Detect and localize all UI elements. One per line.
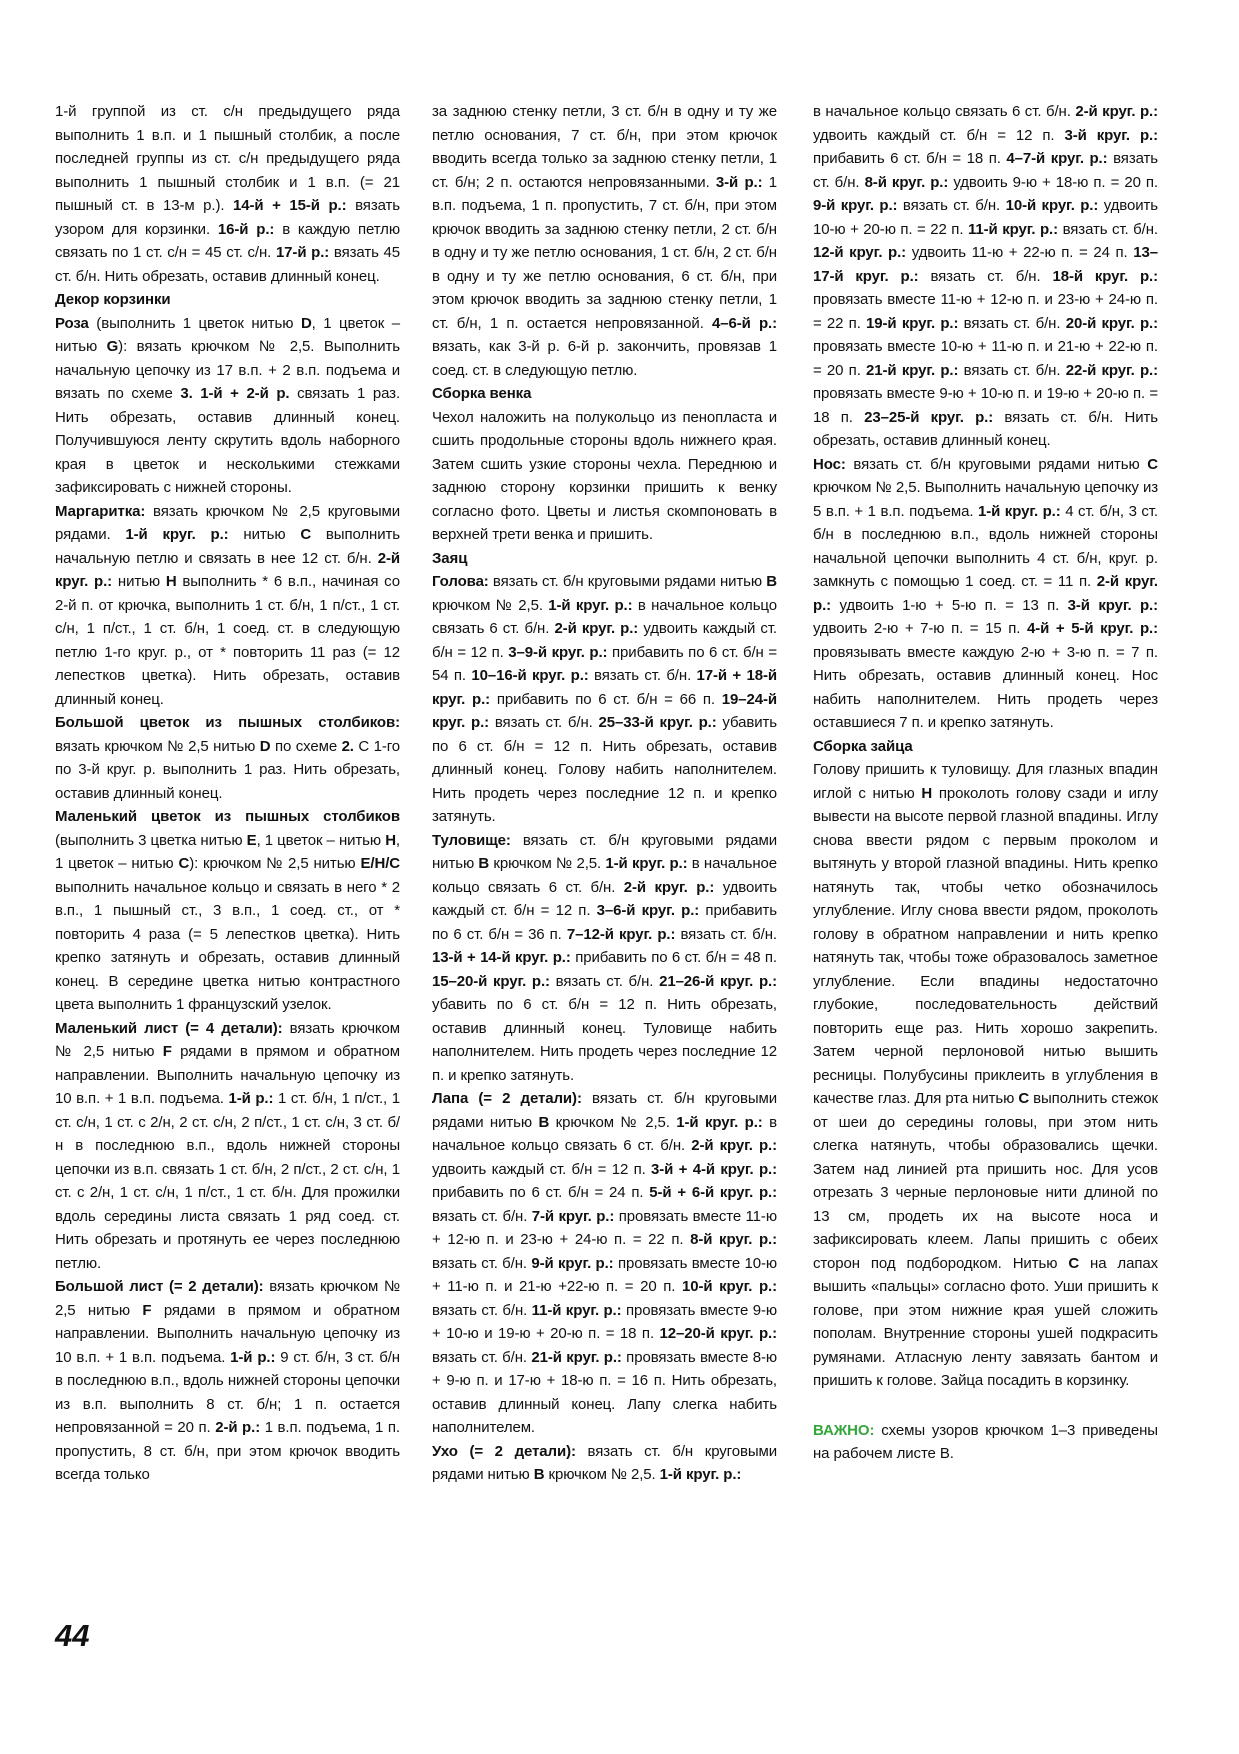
section-heading: Сборка венка (432, 385, 532, 402)
paragraph: Маргаритка: вязать крючком № 2,5 круговыми рядами. 1-й круг. р.: нитью C выполнить начальную петлю и связать в нее 12 ст. б/н. 2-й круг. р.: нитью H выполнить * 6 в.п., начиная со 2-й п. от крючка, выполнить 1 ст. б/н, 1 п/ст., 1 ст. с/н, 1 п/ст., 1 ст. б/н, 1 соед. ст. в следующую петлю 1-го круг. р., от * повторить 11 раз (= 12 лепестков цветка). Нить обрезать, оставив длинный конец. (55, 502, 400, 708)
paragraph: в начальное кольцо связать 6 ст. б/н. 2-й круг. р.: удвоить каждый ст. б/н = 12 п. 3-й круг. р.: прибавить 6 ст. б/н = 18 п. 4–7-й круг. р.: вязать ст. б/н. 8-й круг. р.: удвоить 9-ю + 18-ю п. = 20 п. 9-й круг. р.: вязать ст. б/н. 10-й круг. р.: удвоить 10-ю + 20-ю п. = 22 п. 11-й круг. р.: вязать ст. б/н. 12-й круг. р.: удвоить 11-ю + 22-ю п. = 24 п. 13–17-й круг. р.: вязать ст. б/н. 18-й круг. р.: провязать вместе 11-ю + 12-ю п. и 23-ю + 24-ю п. = 22 п. 19-й круг. р.: вязать ст. б/н. 20-й круг. р.: провязать вместе 10-ю + 11-ю п. и 21-ю + 22-ю п. = 20 п. 21-й круг. р.: вязать ст. б/н. 22-й круг. р.: провязать вместе 9-ю + 10-ю п. и 19-ю + 20-ю п. = 18 п. 23–25-й круг. р.: вязать ст. б/н. Нить обрезать, оставив длинный конец. (813, 103, 1159, 449)
paragraph: Голова: вязать ст. б/н круговыми рядами нитью B крючком № 2,5. 1-й круг. р.: в начальное кольцо связать 6 ст. б/н. 2-й круг. р.: удвоить каждый ст. б/н = 12 п. 3–9-й круг. р.: прибавить по 6 ст. б/н = 54 п. 10–16-й круг. р.: вязать ст. б/н. 17-й + 18-й круг. р.: прибавить по 6 ст. б/н = 66 п. 19–24-й круг. р.: вязать ст. б/н. 25–33-й круг. р.: убавить по 6 ст. б/н = 12 п. Нить обрезать, оставив длинный конец. Голову набить наполнителем. Нить продеть через последние 12 п. и крепко затянуть. (432, 573, 777, 825)
important-label: ВАЖНО: (813, 1421, 875, 1439)
paragraph: 1-й группой из ст. с/н предыдущего ряда выполнить 1 в.п. и 1 пышный столбик, а после последней группы из ст. с/н предыдущего ряда выполнить 1 пышный столбик и 1 в.п. (= 21 пышный ст. в 13-м р.). 14-й + 15-й р.: вязать узором для корзинки. 16-й р.: в каждую петлю связать по 1 ст. с/н = 45 ст. с/н. 17-й р.: вязать 45 ст. б/н. Нить обрезать, оставив длинный конец. (55, 103, 401, 285)
paragraph: Чехол наложить на полукольцо из пенопласта и сшить продольные стороны вдоль нижнего края. Затем сшить узкие стороны чехла. Переднюю и заднюю сторону корзинки пришить к венку согласно фото. Цветы и листья скомпоновать в верхней трети венка и пришить. (432, 408, 777, 543)
column-3 (813, 100, 1158, 1466)
paragraph: Роза (выполнить 1 цветок нитью D, 1 цветок – нитью G): вязать крючком № 2,5. Выполнить начальную цепочку из 17 в.п. + 2 в.п. подъема и вязать по схеме 3. 1-й + 2-й р. связать 1 раз. Нить обрезать, оставив длинный конец. Получившуюся ленту скрутить вдоль наборного края в цветок и несколькими стежками зафиксировать с нижней стороны. (55, 314, 401, 496)
section-heading: Сборка зайца (813, 737, 913, 755)
section-heading: Заяц (432, 549, 468, 567)
column-1 (55, 100, 400, 1487)
paragraph: Ухо (= 2 детали): вязать ст. б/н круговыми рядами нитью B крючком № 2,5. 1-й круг. р.: (432, 1442, 777, 1483)
paragraph: Туловище: вязать ст. б/н круговыми рядами нитью B крючком № 2,5. 1-й круг. р.: в начальное кольцо связать 6 ст. б/н. 2-й круг. р.: удвоить каждый ст. б/н = 12 п. 3–6-й круг. р.: прибавить по 6 ст. б/н = 36 п. 7–12-й круг. р.: вязать ст. б/н. 13-й + 14-й круг. р.: прибавить по 6 ст. б/н = 48 п. 15–20-й круг. р.: вязать ст. б/н. 21–26-й круг. р.: убавить по 6 ст. б/н = 12 п. Нить обрезать, оставив длинный конец. Туловище набить наполнителем. Нить продеть через последние 12 п. и крепко затянуть. (432, 831, 778, 1084)
paragraph: за заднюю стенку петли, 3 ст. б/н в одну и ту же петлю основания, 7 ст. б/н, при этом крючок вводить всегда только за заднюю стенку петли, 1 ст. б/н; 2 п. остаются непровязанными. 3-й р.: 1 в.п. подъема, 1 п. пропустить, 7 ст. б/н, при этом крючок вводить за заднюю стенку петли, 2 ст. б/н в одну и ту же петлю основания, 1 ст. б/н, 2 ст. б/н в одну и ту же петлю основания, 6 ст. б/н, при этом крючок вводить за заднюю стенку петли, 1 ст. б/н, 1 п. остается непровязанной. 4–6-й р.: вязать, как 3-й р. 6-й р. закончить, провязав 1 соед. ст. в следующую петлю. (432, 103, 777, 379)
paragraph: Лапа (= 2 детали): вязать ст. б/н круговыми рядами нитью B крючком № 2,5. 1-й круг. р.: в начальное кольцо связать 6 ст. б/н. 2-й круг. р.: удвоить каждый ст. б/н = 12 п. 3-й + 4-й круг. р.: прибавить по 6 ст. б/н = 24 п. 5-й + 6-й круг. р.: вязать ст. б/н. 7-й круг. р.: провязать вместе 11-ю + 12-ю п. и 23-ю + 24-ю п. = 22 п. 8-й круг. р.: вязать ст. б/н. 9-й круг. р.: провязать вместе 10-ю + 11-ю п. и 21-ю +22-ю п. = 20 п. 10-й круг. р.: вязать ст. б/н. 11-й круг. р.: провязать вместе 9-ю + 10-ю и 19-ю + 20-ю п. = 18 п. 12–20-й круг. р.: вязать ст. б/н. 21-й круг. р.: провязать вместе 8-ю + 9-ю п. и 17-ю + 18-ю п. = 16 п. Нить обрезать, оставив длинный конец. Лапу слегка набить наполнителем. (432, 1090, 778, 1436)
paragraph: Нос: вязать ст. б/н круговыми рядами нитью C крючком № 2,5. Выполнить начальную цепочку из 5 в.п. + 1 в.п. подъема. 1-й круг. р.: 4 ст. б/н, 3 ст. б/н в последнюю в.п., вдоль нижней стороны начальной цепочки выполнить 4 ст. б/н, круг. р. замкнуть с помощью 1 соед. ст. = 11 п. 2-й круг. р.: удвоить 1-ю + 5-ю п. = 13 п. 3-й круг. р.: удвоить 2-ю + 7-ю п. = 15 п. 4-й + 5-й круг. р.: провязывать вместе каждую 2-ю + 3-ю п. = 7 п. Нить обрезать, оставив длинный конец. Нос набить наполнителем. Нить продеть через оставшиеся 7 п. и крепко затянуть. (813, 455, 1158, 731)
column-2 (432, 100, 777, 1487)
paragraph: Большой цветок из пышных столбиков: вязать крючком № 2,5 нитью D по схеме 2. С 1-го по 3-й круг. р. выполнить 1 раз. Нить обрезать, оставив длинный конец. (55, 714, 401, 802)
paragraph: Большой лист (= 2 детали): вязать крючком № 2,5 нитью F рядами в прямом и обратном направлении. Выполнить начальную цепочку из 10 в.п. + 1 в.п. подъема. 1-й р.: 9 ст. б/н, 3 ст. б/н в последнюю в.п., вдоль нижней стороны цепочки из в.п. выполнить 8 ст. б/н; 1 п. остается непровязанной = 20 п. 2-й р.: 1 в.п. подъема, 1 п. пропустить, 8 ст. б/н, при этом крючок вводить всегда только (55, 1278, 400, 1483)
paragraph: Маленький цветок из пышных столбиков (выполнить 3 цветка нитью E, 1 цветок – нитью H, 1 цветок – нитью C): крючком № 2,5 нитью E/H/C выполнить начальное кольцо и связать в него * 2 в.п., 1 пышный ст., 3 в.п., 1 соед. ст., от * повторить 4 раза (= 5 лепестков цветка). Нить крепко затянуть и обрезать, оставив длинный конец. В середине цветка нитью контрастного цвета выполнить 1 французский узелок. (55, 808, 400, 1013)
paragraph: Голову пришить к туловищу. Для глазных впадин иглой с нитью H проколоть голову сзади и иглу вывести на высоте первой глазной впадины. Иглу снова ввести рядом с первым проколом и вытянуть у второй глазной впадины. Нить крепко натянуть так, чтобы четко обозначилось углубление. Иглу снова ввести рядом, проколоть голову в обратном направлении и нить крепко натянуть так, чтобы тоже образовалось заметное углубление. Если впадины недостаточно глубокие, последовательность действий повторить еще раз. Нить хорошо закрепить. Затем черной перлоновой нитью вышить ресницы. Полубусины приклеить в углубления в качестве глаз. Для рта нитью C выполнить стежок от шеи до середины головы, при этом нить слегка натянуть, чтобы образовались щечки. Затем над линией рта пришить нос. Для усов отрезать 3 черные перлоновые нити длиной по 13 см, продеть их на высоте носа и зафиксировать клеем. Лапы пришить с обеих сторон под подбородком. Нитью C на лапах вышить «пальцы» согласно фото. Уши пришить к голове, при этом нижние края ушей сложить пополам. Внутренние стороны ушей подкрасить румянами. Атласную ленту завязать бантом и пришить к голове. Зайца посадить в корзинку. (813, 761, 1158, 1389)
page-number: 44 (55, 1618, 90, 1653)
paragraph: ВАЖНО: схемы узоров крючком 1–3 приведены на рабочем листе B. (813, 1421, 1158, 1462)
section-heading: Декор корзинки (55, 291, 171, 308)
paragraph: Маленький лист (= 4 детали): вязать крючком № 2,5 нитью F рядами в прямом и обратном направлении. Выполнить начальную цепочку из 10 в.п. + 1 в.п. подъема. 1-й р.: 1 ст. б/н, 1 п/ст., 1 ст. с/н, 1 ст. с 2/н, 2 ст. с/н, 2 п/ст., 1 ст. с/н, 3 ст. б/н в последнюю в.п., вдоль нижней стороны цепочки из в.п. связать 1 ст. б/н, 2 п/ст., 2 ст. с/н, 1 ст. с 2/н, 1 ст. с/н, 1 п/ст., 1 ст. б/н. Для прожилки вдоль середины листа связать 1 ряд соед. ст. Нить обрезать и протянуть ее через последнюю петлю. (55, 1019, 400, 1272)
